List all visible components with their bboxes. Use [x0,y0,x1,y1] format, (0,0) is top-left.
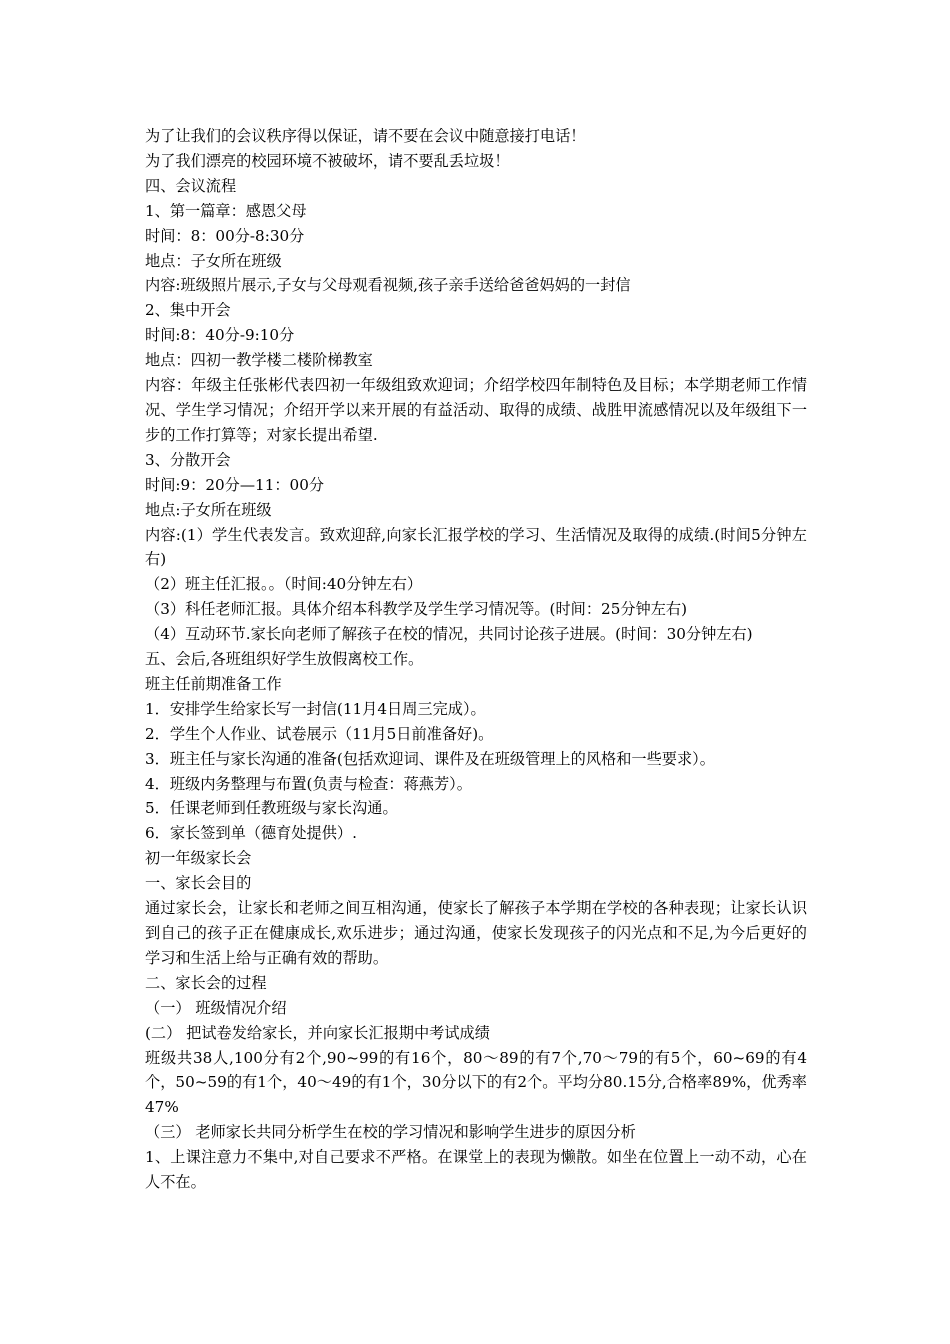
document-body [145,124,807,1195]
list-item: 4．班级内务整理与布置(负责与检查：蒋燕芳）。 [145,774,472,793]
text-line: 地点:子女所在班级 [145,500,272,519]
paragraph: 内容：年级主任张彬代表四初一年级组致欢迎词；介绍学校四年制特色及目标；本学期老师工作情况、学生学习情况；介绍开学以来开展的有益活动、取得的成绩、战胜甲流感情况以及年级组下一步的工作打算等；对家长提出希望. [145,376,807,444]
section-heading: 一、家长会目的 [145,874,252,893]
paragraph: 1、上课注意力不集中,对自己要求不严格。在课堂上的表现为懒散。如坐在位置上一动不动，心在人不在。 [145,1148,807,1192]
text-line: （2）班主任汇报。。（时间:40分钟左右） [145,575,423,594]
text-line: 时间:8：40分-9:10分 [145,326,295,345]
list-item: 2．学生个人作业、试卷展示（11月5日前准备好)。 [145,724,494,743]
document-title: 初一年级家长会 [145,849,252,868]
subsection-heading: 1、第一篇章：感恩父母 [145,201,307,220]
paragraph: 通过家长会，让家长和老师之间互相沟通，使家长了解孩子本学期在学校的各种表现；让家长认识到自己的孩子正在健康成长,欢乐进步；通过沟通，使家长发现孩子的闪光点和不足,为今后更好的学习和生活上给与正确有效的帮助。 [145,899,807,967]
text-line: 内容:班级照片展示,子女与父母观看视频,孩子亲手送给爸爸妈妈的一封信 [145,276,631,295]
list-item: 5．任课老师到任教班级与家长沟通。 [145,799,398,818]
paragraph: 内容:(1）学生代表发言。致欢迎辞,向家长汇报学校的学习、生活情况及取得的成绩.(时间5分钟左右) [145,525,807,569]
text-line: 时间：8：00分-8:30分 [145,226,305,245]
subsection-heading: （三） 老师家长共同分析学生在校的学习情况和影响学生进步的原因分析 [145,1123,636,1142]
text-line: 地点：子女所在班级 [145,251,282,270]
text-line: （3）科任老师汇报。具体介绍本科教学及学生学习情况等。(时间：25分钟左右) [145,600,688,619]
subsection-heading: （一） 班级情况介绍 [145,998,287,1017]
text-line: 为了让我们的会议秩序得以保证，请不要在会议中随意接打电话！ [145,127,586,145]
text-line: 为了我们漂亮的校园环境不被破坏，请不要乱丢垃圾！ [145,151,510,170]
list-item: 1．安排学生给家长写一封信(11月4日周三完成）。 [145,699,486,718]
section-heading: 二、家长会的过程 [145,973,267,992]
subsection-heading: 3、分散开会 [145,450,231,469]
list-item: 6．家长签到单（德育处提供）. [145,824,357,843]
paragraph: （4）互动环节.家长向老师了解孩子在校的情况，共同讨论孩子进展。(时间：30分钟左右) [145,625,753,644]
text-line: 地点：四初一教学楼二楼阶梯教室 [145,351,373,370]
section-heading: 四、会议流程 [145,176,237,195]
list-item: 3．班主任与家长沟通的准备(包括欢迎词、课件及在班级管理上的风格和一些要求）。 [145,749,715,768]
section-heading: 班主任前期准备工作 [145,674,282,693]
section-heading: 五、会后,各班组织好学生放假离校工作。 [145,650,424,669]
subsection-heading: 2、集中开会 [145,301,231,320]
paragraph: 班级共38人,100分有2个,90~99的有16个，80～89的有7个,70～79的有5个，60~69的有4个，50~59的有1个，40～49的有1个，30分以下的有2个。平均分80.15分,合格率89%，优秀率47% [145,1048,808,1117]
text-line: 时间:9：20分—11：00分 [145,475,325,494]
subsection-heading: (二） 把试卷发给家长，并向家长汇报期中考试成绩 [145,1023,490,1042]
